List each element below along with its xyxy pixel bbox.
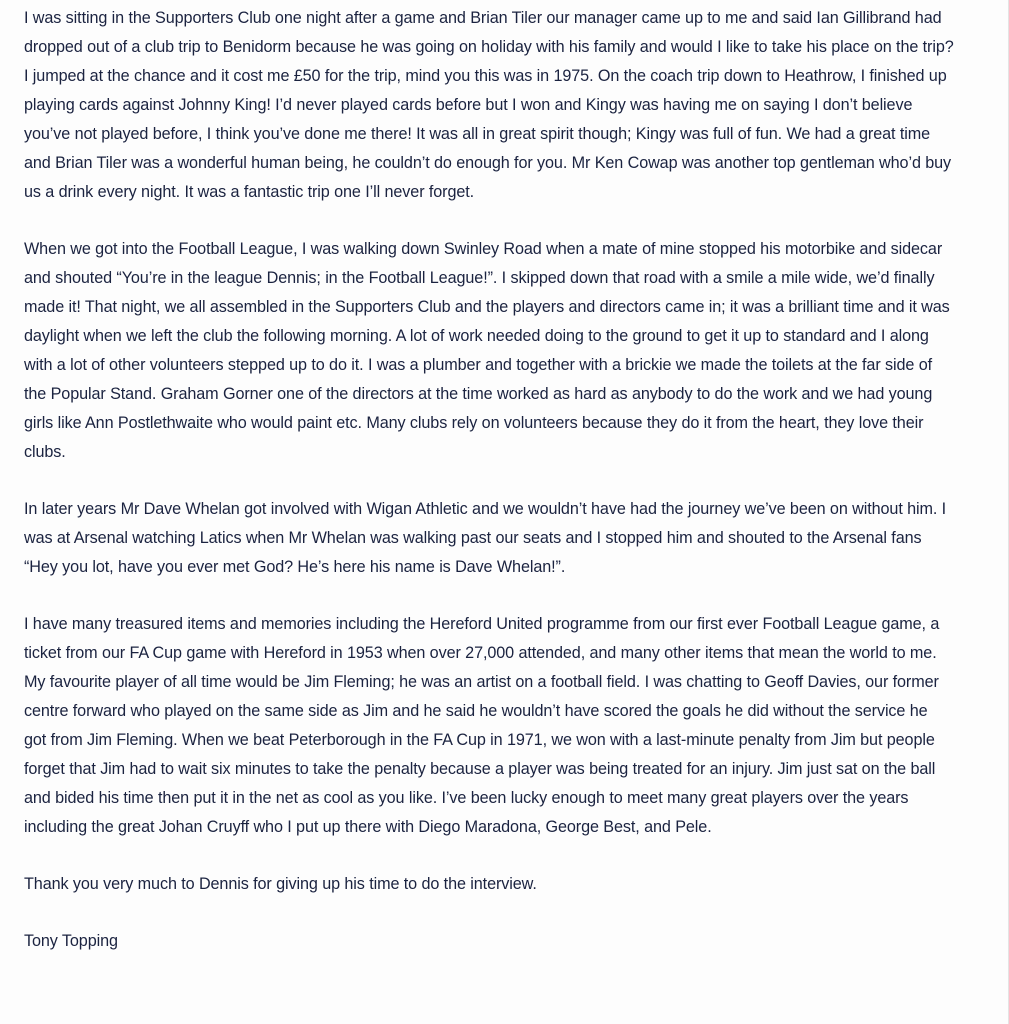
paragraph-football-league: When we got into the Football League, I was walking down Swinley Road when a mate of mine stopped his motorbike and sidecar and shouted “You’re in the league Dennis; in the Football League!”. I skipped down that road with a smile a mile wide, we’d finally made it! That night, we all assembled in the Supporters Club and the players and directors came in; it was a brilliant time and it was daylight when we left the club the following morning. A lot of work needed doing to the ground to get it up to standard and I along with a lot of other volunteers stepped up to do it. I was a plumber and together with a brickie we made the toilets at the far side of the Popular Stand. Graham Gorner one of the directors at the time worked as hard as anybody to do the work and we had young girls like Ann Postlethwaite who would paint etc. Many clubs rely on volunteers because they do it from the heart, they love their clubs. bbox=[24, 240, 950, 461]
paragraph-treasured-items: I have many treasured items and memories including the Hereford United programme from our first ever Football League game, a ticket from our FA Cup game with Hereford in 1953 when over 27,000 attended, and many other items that mean the world to me. My favourite player of all time would be Jim Fleming; he was an artist on a football field. I was chatting to Geoff Davies, our former centre forward who played on the same side as Jim and he said he wouldn’t have scored the goals he did without the service he got from Jim Fleming. When we beat Peterborough in the FA Cup in 1971, we won with a last-minute penalty from Jim but people forget that Jim had to wait six minutes to take the penalty because a player was being treated for an injury. Jim just sat on the ball and bided his time then put it in the net as cool as you like. I’ve been lucky enough to meet many great players over the years including the great Johan Cruyff who I put up there with Diego Maradona, George Best, and Pele. bbox=[24, 615, 940, 836]
author-signature: Tony Topping bbox=[24, 932, 118, 950]
paragraph-dave-whelan: In later years Mr Dave Whelan got involved with Wigan Athletic and we wouldn’t have had the journey we’ve been on without him. I was at Arsenal watching Latics when Mr Whelan was walking past our seats and I stopped him and shouted to the Arsenal fans “Hey you lot, have you ever met God? He’s here his name is Dave Whelan!”. bbox=[24, 500, 947, 576]
paragraph-thanks: Thank you very much to Dennis for giving up his time to do the interview. bbox=[24, 875, 537, 893]
paragraph-benidorm-trip: I was sitting in the Supporters Club one night after a game and Brian Tiler our manager came up to me and said Ian Gillibrand had dropped out of a club trip to Benidorm because he was going on holiday with his family and would I like to take his place on the trip? I jumped at the chance and it cost me £50 for the trip, mind you this was in 1975. On the coach trip down to Heathrow, I finished up playing cards against Johnny King! I’d never played cards before but I won and Kingy was having me on saying I don’t believe you’ve not played before, I think you’ve done me there! It was all in great spirit though; Kingy was full of fun. We had a great time and Brian Tiler was a wonderful human being, he couldn’t do enough for you. Mr Ken Cowap was another top gentleman who’d buy us a drink every night. It was a fantastic trip one I’ll never forget. bbox=[24, 9, 954, 201]
article-body bbox=[24, 4, 954, 956]
